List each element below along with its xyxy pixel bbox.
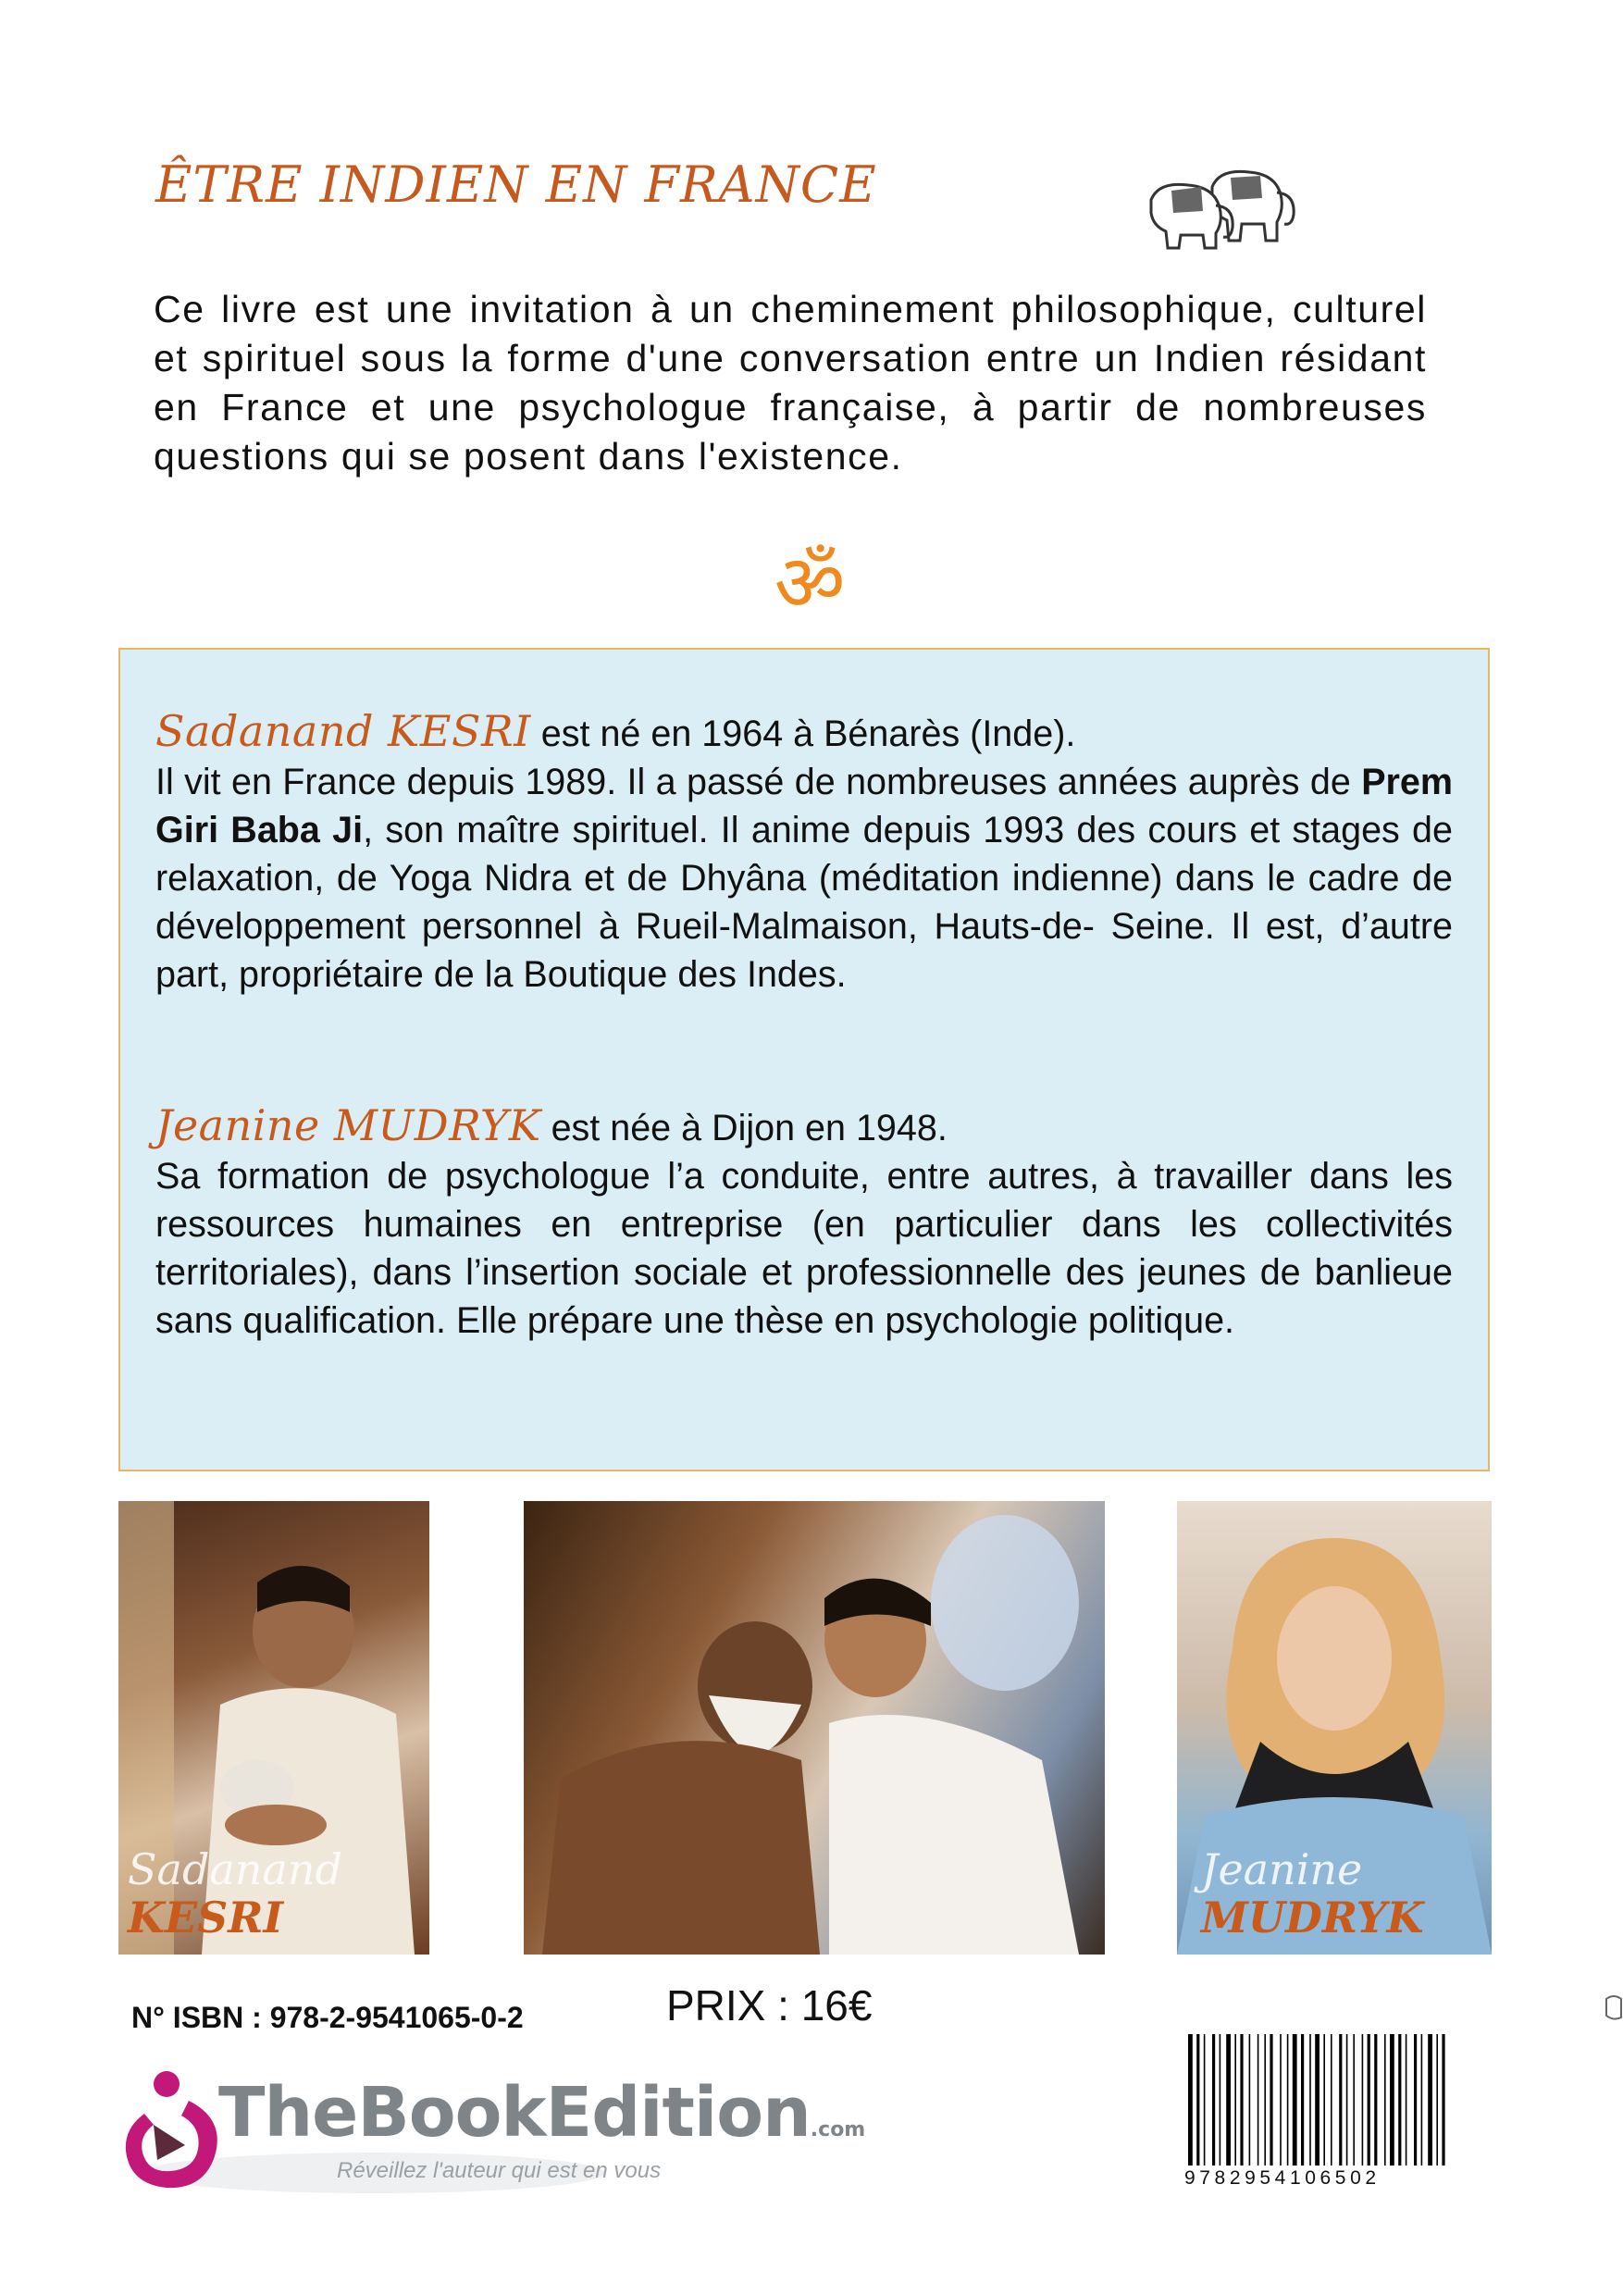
barcode-bar [1240,2034,1243,2166]
photo-caption-kesri-last: KESRI [128,1893,284,1942]
barcode-bar [1309,2034,1311,2166]
author-name-mudryk: Jeanine MUDRYK [155,1100,541,1150]
photo-caption-mudryk-last: MUDRYK [1201,1893,1424,1942]
barcode-bar [1398,2034,1401,2166]
barcode-bar [1390,2034,1394,2166]
photo-caption-mudryk-first: Jeanine [1201,1844,1363,1894]
spiritual-master-name: Prem Giri Baba Ji [155,762,1453,850]
publisher-brand-name: TheBookEdition [218,2073,811,2153]
barcode-bar [1384,2034,1386,2166]
photo-sadanand-kesri [118,1501,429,1955]
price: PRIX : 16€ [666,1981,873,2029]
barcode-bar [1368,2034,1370,2166]
barcode-bar [1204,2034,1206,2166]
barcode-bar [1428,2034,1432,2166]
barcode-bar [1301,2034,1304,2166]
photo-caption-kesri-first: Sadanand [128,1844,342,1894]
barcode-bar [1287,2034,1289,2166]
isbn-number: N° ISBN : 978-2-9541065-0-2 [131,2001,524,2034]
bio-mudryk-birth: est née à Dijon en 1948. [540,1108,948,1148]
barcode-bar [1374,2034,1377,2166]
barcode-bar [1436,2034,1438,2166]
barcode-bar [1188,2034,1193,2166]
elephant-icon [1146,159,1303,252]
book-title: ÊTRE INDIEN EN FRANCE [155,155,877,214]
barcode-bar [1280,2034,1282,2166]
bio-kesri-text-2: , son maître spirituel. Il anime depuis 1993 des cours et stages de relaxation, de Yoga Nidra et de Dhyâna (méditation indienne) dans le cadre de développement personnel à Rueil-Malmaison, Hauts-de- Seine. Il est, d’autre part, propriétaire de la Boutique des Indes. [155,810,1453,995]
barcode-digits: 9782954106502 [1184,2167,1381,2189]
barcode-bar [1249,2034,1251,2166]
barcode-bar [1414,2034,1417,2166]
barcode-bar [1196,2034,1199,2166]
bio-kesri [155,707,1453,999]
barcode-bar [1264,2034,1266,2166]
elephant-edge-icon [1601,1990,1623,2027]
publisher-tagline: Réveillez l'auteur qui est en vous [337,2158,662,2183]
barcode-bar [1421,2034,1423,2166]
barcode-bar [1406,2034,1407,2166]
barcode-bar [1270,2034,1272,2166]
barcode-bar [1220,2034,1221,2166]
barcode-bar [1353,2034,1355,2166]
barcode-bar [1346,2034,1348,2166]
barcode-bar [1226,2034,1231,2166]
publisher-brand [218,2073,865,2153]
intro-paragraph: Ce livre est une invitation à un cheminement philosophique, culturel et spirituel sous la forme d'une conversation entre un Indien résidant en France et une psychologue française, à partir de nombreuses questions qui se posent dans l'existence. [154,288,1427,478]
barcode [1184,2034,1453,2166]
bio-mudryk [155,1101,1453,1345]
author-name-kesri: Sadanand KESRI [155,706,531,756]
barcode-bar [1234,2034,1236,2166]
barcode-bar [1362,2034,1364,2166]
barcode-bar [1331,2034,1332,2166]
photo-jeanine-mudryk [1177,1501,1492,1955]
barcode-bar [1339,2034,1342,2166]
publisher-brand-suffix: .com [810,2118,866,2141]
barcode-bar [1258,2034,1259,2166]
bio-kesri-birth: est né en 1964 à Bénarès (Inde). [530,714,1076,754]
bio-kesri-text-1: Il vit en France depuis 1989. Il a passé de nombreuses années auprès de [155,762,1362,802]
author-bio-box [118,648,1490,1471]
barcode-bar [1315,2034,1319,2166]
photo-with-master [524,1501,1105,1955]
barcode-bar [1442,2034,1444,2166]
barcode-bar [1323,2034,1325,2166]
om-symbol: ॐ [774,538,846,628]
barcode-bar [1293,2034,1297,2166]
bio-mudryk-text: Sa formation de psychologue l’a conduite, entre autres, à travailler dans les ressources humaines en entreprise (en particulier dans les collectivités territoriales), dans l’insertion sociale et professionnelle des jeunes de banlieue sans qualification. Elle prépare une thèse en psychologie politique. [155,1156,1453,1341]
barcode-bar [1212,2034,1215,2166]
